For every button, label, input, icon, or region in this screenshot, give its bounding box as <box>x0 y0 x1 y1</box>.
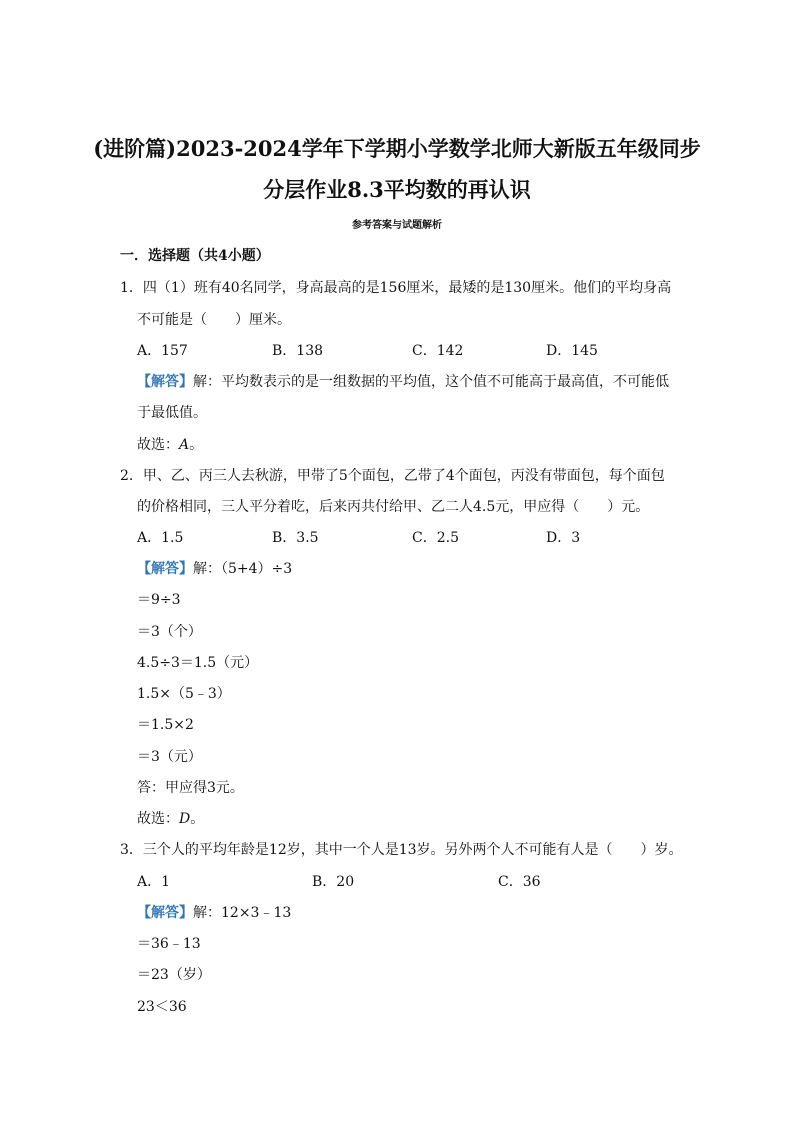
question-2-option-b: B．3.5 <box>272 530 319 546</box>
choice-suffix: 。 <box>189 437 204 453</box>
section-heading: 一．选择题（共4小题） <box>120 248 270 264</box>
question-1-answer-line2: 于最低值。 <box>137 405 207 421</box>
answer-tag: 【解答】 <box>137 374 193 390</box>
answer-tag: 【解答】 <box>137 561 193 577</box>
question-1-answer-line1 <box>137 372 669 392</box>
question-1-option-c: C．142 <box>412 343 464 359</box>
choice-letter: D <box>179 811 191 827</box>
question-2-answer-line8: 答：甲应得3元。 <box>137 780 244 796</box>
document-title-line1: (进阶篇)2023-2024学年下学期小学数学北师大新版五年级同步 <box>93 136 701 161</box>
question-2-answer-line5: 1.5×（5﹣3） <box>137 686 231 702</box>
question-2-answer-line6: ＝1.5×2 <box>137 717 194 733</box>
answer-text: 解：平均数表示的是一组数据的平均值，这个值不可能高于最高值，不可能低 <box>193 374 669 390</box>
question-2-answer-line7: ＝3（元） <box>137 749 202 765</box>
answer-tag: 【解答】 <box>137 905 193 921</box>
question-1-choice <box>137 435 203 455</box>
choice-letter: A <box>179 437 190 453</box>
question-3-answer-line1 <box>137 903 291 923</box>
choice-prefix: 故选： <box>137 811 179 827</box>
question-2-stem-line1: 2．甲、乙、丙三人去秋游，甲带了5个面包，乙带了4个面包，丙没有带面包，每个面包 <box>120 468 665 484</box>
question-3-option-c: C．36 <box>498 874 541 890</box>
question-1-stem-line2: 不可能是（ ）厘米。 <box>137 312 291 328</box>
question-2-option-d: D．3 <box>546 530 581 546</box>
question-1-option-a: A．157 <box>137 343 188 359</box>
choice-suffix: 。 <box>190 811 205 827</box>
question-2-answer-line4: 4.5÷3＝1.5（元） <box>137 655 259 671</box>
question-2-answer-line2: ＝9÷3 <box>137 592 181 608</box>
question-1-option-b: B．138 <box>272 343 324 359</box>
question-1-option-d: D．145 <box>546 343 598 359</box>
answer-text: 解：（5+4）÷3 <box>193 561 293 577</box>
question-2-stem-line2: 的价格相同，三人平分着吃，后来丙共付给甲、乙二人4.5元，甲应得（ ）元。 <box>137 499 650 515</box>
question-1-stem-line1: 1．四（1）班有40名同学，身高最高的是156厘米，最矮的是130厘米。他们的平均身高 <box>120 280 672 296</box>
question-3-answer-line2: ＝36﹣13 <box>137 936 201 952</box>
question-3-option-b: B．20 <box>312 874 355 890</box>
question-2-option-c: C．2.5 <box>412 530 459 546</box>
document-subtitle: 参考答案与试题解析 <box>352 220 442 231</box>
question-2-answer-line3: ＝3（个） <box>137 624 202 640</box>
question-3-answer-line4: 23＜36 <box>137 999 187 1015</box>
question-2-answer-line1 <box>137 559 292 579</box>
question-3-answer-line3: ＝23（岁） <box>137 967 211 983</box>
question-2-choice <box>137 809 204 829</box>
choice-prefix: 故选： <box>137 437 179 453</box>
document-title-line2: 分层作业8.3平均数的再认识 <box>263 177 531 202</box>
answer-text: 解：12×3﹣13 <box>193 905 292 921</box>
question-2-option-a: A．1.5 <box>137 530 184 546</box>
question-3-stem-line1: 3．三个人的平均年龄是12岁，其中一个人是13岁。另外两个人不可能有人是（ ）岁。 <box>120 842 683 858</box>
question-3-option-a: A．1 <box>137 874 171 890</box>
